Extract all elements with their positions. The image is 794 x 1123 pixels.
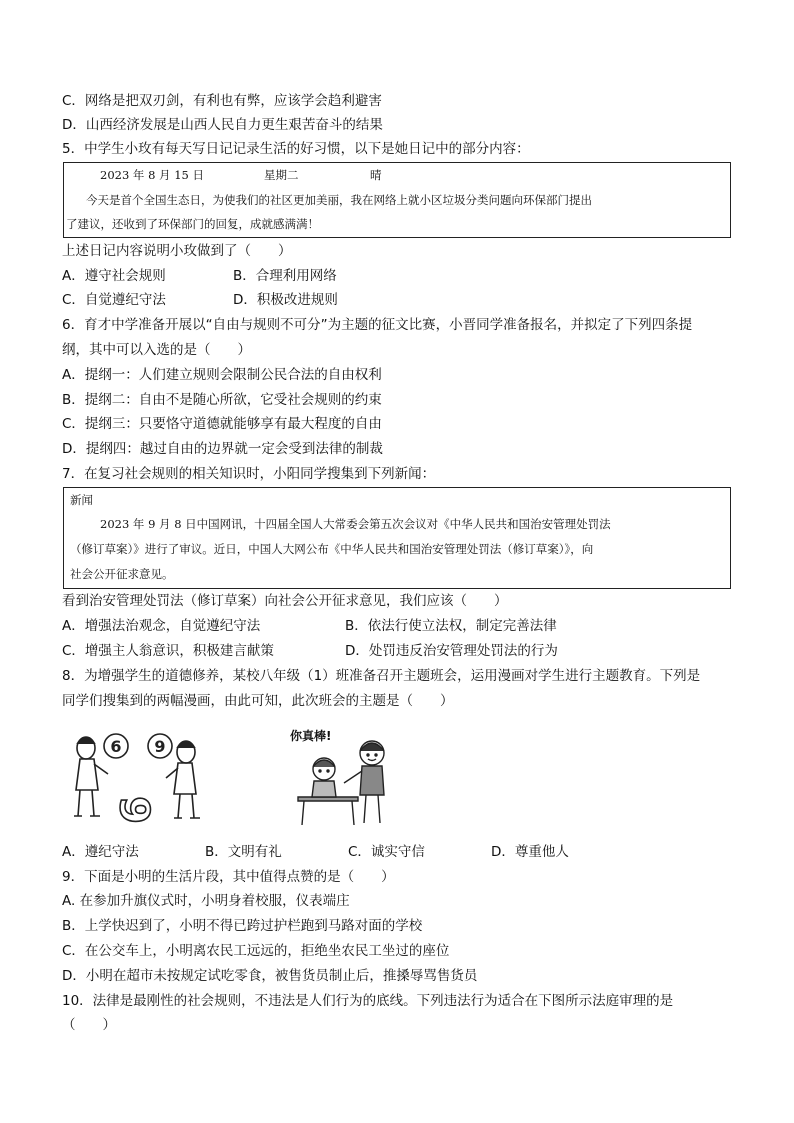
diary-weekday: 星期二 (264, 168, 299, 182)
q4-option-d: D．山西经济发展是山西人民自力更生艰苦奋斗的结果 (62, 117, 383, 133)
comic-praise (288, 725, 398, 830)
comic-person-right (166, 741, 200, 818)
q7-option-d: D．处罚违反治安管理处罚法的行为 (345, 643, 558, 659)
q9-option-d: D．小明在超市未按规定试吃零食，被售货员制止后，推搡辱骂售货员 (62, 968, 478, 984)
diary-weather: 晴 (370, 168, 382, 182)
comic-six-or-nine (68, 728, 218, 828)
comic-praise-caption: 你真棒! (290, 729, 332, 743)
q5-option-c: C．自觉遵纪守法 (62, 292, 166, 308)
q6-option-d: D．提纲四：越过自由的边界就一定会受到法律的制裁 (62, 441, 383, 457)
q7-stem: 7．在复习社会规则的相关知识时，小阳同学搜集到下列新闻： (62, 466, 436, 482)
q7-news-box (63, 487, 731, 589)
q6-option-a: A．提纲一：人们建立规则会限制公民合法的自由权利 (62, 367, 382, 383)
svg-text:6: 6 (114, 796, 160, 824)
comic-desk (298, 797, 358, 825)
q5-question: 上述日记内容说明小玫做到了（ ） (62, 243, 292, 259)
q9-option-c: C．在公交车上，小明离农民工远远的，拒绝坐农民工坐过的座位 (62, 943, 450, 959)
q8-stem-1: 8．为增强学生的道德修养，某校八年级（1）班准备召开主题班会，运用漫画对学生进行主题教育。下列是 (62, 668, 701, 684)
comic-bubble-nine (148, 734, 172, 758)
diary-line-2: 了建议，还收到了环保部门的回复，成就感满满！ (66, 217, 319, 231)
q4-option-c: C．网络是把双刃剑，有利也有弊，应该学会趋利避害 (62, 93, 382, 109)
q6-stem-1: 6．育才中学准备开展以“自由与规则不可分”为主题的征文比赛，小晋同学准备报名，并拟定了下列四条提 (62, 317, 693, 333)
comic-boy (344, 741, 384, 823)
q8-option-b: B．文明有礼 (205, 844, 282, 860)
comic-bubble-six (104, 734, 128, 758)
q8-option-d: D．尊重他人 (491, 844, 569, 860)
q9-stem: 9．下面是小明的生活片段，其中值得点赞的是（ ） (62, 869, 395, 885)
news-title: 新闻 (70, 493, 93, 507)
q5-stem: 5．中学生小玫有每天写日记记录生活的好习惯，以下是她日记中的部分内容： (62, 141, 530, 157)
q5-option-d: D．积极改进规则 (233, 292, 338, 308)
q5-option-a: A．遵守社会规则 (62, 268, 166, 284)
q7-question: 看到治安管理处罚法（修订草案）向社会公开征求意见，我们应该（ ） (62, 593, 508, 609)
news-line-1: 2023 年 9 月 8 日中国网讯，十四届全国人大常委会第五次会议对《中华人民共和国治安管理处罚法 (100, 517, 611, 531)
svg-text:9: 9 (154, 737, 166, 756)
q8-stem-2: 同学们搜集到的两幅漫画，由此可知，此次班会的主题是（ ） (62, 693, 454, 709)
comic-person-left (74, 737, 108, 816)
q8-option-a: A．遵纪守法 (62, 844, 139, 860)
news-line-3: 社会公开征求意见。 (70, 567, 174, 581)
q6-option-b: B．提纲二：自由不是随心所欲，它受社会规则的约束 (62, 392, 382, 408)
q5-diary-box (63, 162, 731, 238)
q6-option-c: C．提纲三：只要恪守道德就能够享有最大程度的自由 (62, 416, 382, 432)
q10-stem-1: 10．法律是最刚性的社会规则，不违法是人们行为的底线。下列违法行为适合在下图所示法庭审理的是 (62, 993, 674, 1009)
q5-option-b: B．合理利用网络 (233, 268, 337, 284)
comic-ground-number (114, 796, 160, 824)
comic-praise-figures (288, 725, 398, 830)
diary-date: 2023 年 8 月 15 日 (100, 168, 204, 182)
q10-stem-2: （ ） (62, 1017, 116, 1033)
q7-option-b: B．依法行使立法权，制定完善法律 (345, 618, 557, 634)
q9-option-b: B．上学快迟到了，小明不得已跨过护栏跑到马路对面的学校 (62, 918, 423, 934)
q8-option-c: C．诚实守信 (348, 844, 425, 860)
news-line-2: （修订草案）》进行了审议。近日，中国人大网公布《中华人民共和国治安管理处罚法（修订草案）》，向 (70, 542, 594, 556)
q6-stem-2: 纲，其中可以入选的是（ ） (62, 342, 251, 358)
q7-option-c: C．增强主人翁意识，积极建言献策 (62, 643, 274, 659)
svg-text:6: 6 (110, 737, 122, 756)
comic-girl (312, 758, 336, 797)
q7-option-a: A．增强法治观念，自觉遵纪守法 (62, 618, 261, 634)
q9-option-a: A. 在参加升旗仪式时，小明身着校服，仪表端庄 (62, 893, 350, 909)
diary-line-1: 今天是首个全国生态日，为使我们的社区更加美丽，我在网络上就小区垃圾分类问题向环保部门提出 (86, 193, 592, 207)
